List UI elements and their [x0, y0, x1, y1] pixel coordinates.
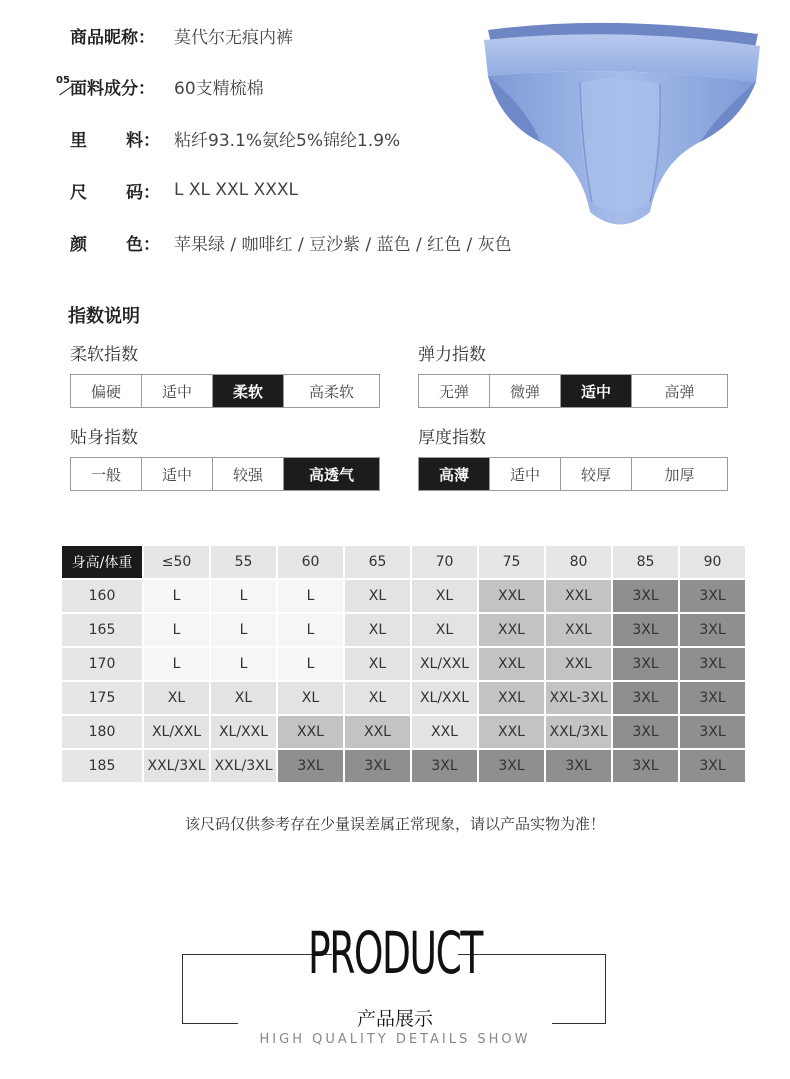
- size-cell: 3XL: [679, 681, 746, 715]
- size-cell: XXL: [478, 579, 545, 613]
- size-cell: L: [277, 613, 344, 647]
- size-cell: XXL/3XL: [210, 749, 277, 783]
- banner-tagline: HIGH QUALITY DETAILS SHOW: [259, 1032, 531, 1047]
- weight-header: 70: [411, 545, 478, 579]
- info-label: 商品昵称：: [70, 27, 155, 48]
- weight-header: 85: [612, 545, 679, 579]
- index-bar: [70, 457, 380, 491]
- info-row-name: [70, 23, 293, 47]
- info-label: 面料成分：: [70, 78, 155, 99]
- index-option-active: 适中: [561, 375, 632, 407]
- index-option: 较强: [213, 458, 284, 490]
- size-cell: XL: [143, 681, 210, 715]
- table-header-row: [61, 545, 746, 579]
- size-cell: 3XL: [478, 749, 545, 783]
- size-cell: XXL: [545, 647, 612, 681]
- info-row-size: [70, 178, 298, 202]
- table-row: [61, 681, 746, 715]
- size-cell: XXL: [277, 715, 344, 749]
- banner-title: PRODUCT: [308, 919, 482, 987]
- size-cell: XL/XXL: [210, 715, 277, 749]
- index-option: 高弹: [632, 375, 727, 407]
- index-title: 弹力指数: [418, 345, 486, 365]
- info-value: 苹果绿 / 咖啡红 / 豆沙紫 / 蓝色 / 红色 / 灰色: [174, 234, 512, 255]
- banner-subtitle: 产品展示: [356, 1008, 433, 1030]
- size-cell: L: [277, 647, 344, 681]
- info-row-color: [70, 230, 512, 254]
- index-option: 高柔软: [284, 375, 379, 407]
- weight-header: 80: [545, 545, 612, 579]
- size-cell: 3XL: [612, 681, 679, 715]
- size-cell: XXL/3XL: [143, 749, 210, 783]
- index-option: 无弹: [419, 375, 490, 407]
- height-cell: 175: [61, 681, 143, 715]
- info-row-fabric: [70, 74, 264, 98]
- size-cell: XXL/3XL: [545, 715, 612, 749]
- size-cell: XXL: [545, 579, 612, 613]
- index-option: 一般: [71, 458, 142, 490]
- size-cell: L: [210, 613, 277, 647]
- size-cell: XXL: [478, 613, 545, 647]
- size-cell: L: [277, 579, 344, 613]
- size-cell: XL: [277, 681, 344, 715]
- size-cell: 3XL: [612, 749, 679, 783]
- info-label: 颜 色：: [70, 234, 160, 255]
- size-cell: XL: [210, 681, 277, 715]
- size-cell: XL/XXL: [411, 647, 478, 681]
- weight-header: ≤50: [143, 545, 210, 579]
- height-cell: 160: [61, 579, 143, 613]
- height-cell: 185: [61, 749, 143, 783]
- index-bar: [418, 457, 728, 491]
- index-bar: [70, 374, 380, 408]
- size-cell: XL: [344, 613, 411, 647]
- size-cell: 3XL: [344, 749, 411, 783]
- index-softness: [70, 344, 380, 408]
- size-cell: L: [210, 579, 277, 613]
- index-option: 适中: [142, 375, 213, 407]
- index-option-active: 柔软: [213, 375, 284, 407]
- size-cell: XL: [344, 681, 411, 715]
- size-cell: 3XL: [679, 613, 746, 647]
- table-row: [61, 749, 746, 783]
- table-corner: 身高/体重: [61, 545, 143, 579]
- index-option-active: 高透气: [284, 458, 379, 490]
- weight-header: 60: [277, 545, 344, 579]
- info-value: 粘纤93.1%氨纶5%锦纶1.9%: [174, 130, 401, 151]
- corner-mark: 05: [56, 75, 70, 86]
- size-cell: 3XL: [679, 749, 746, 783]
- size-cell: XL: [344, 647, 411, 681]
- size-cell: XL: [344, 579, 411, 613]
- index-option: 微弹: [490, 375, 561, 407]
- index-elasticity: [418, 344, 728, 408]
- info-value: L XL XXL XXXL: [174, 180, 298, 200]
- underwear-product-image: [470, 12, 770, 237]
- index-option: 偏硬: [71, 375, 142, 407]
- weight-header: 65: [344, 545, 411, 579]
- size-cell: XXL: [545, 613, 612, 647]
- table-row: [61, 715, 746, 749]
- size-cell: 3XL: [612, 647, 679, 681]
- size-cell: XL/XXL: [143, 715, 210, 749]
- table-row: [61, 579, 746, 613]
- size-cell: 3XL: [612, 579, 679, 613]
- size-cell: 3XL: [277, 749, 344, 783]
- index-bar: [418, 374, 728, 408]
- index-option-active: 高薄: [419, 458, 490, 490]
- size-cell: XXL: [478, 715, 545, 749]
- height-cell: 170: [61, 647, 143, 681]
- size-cell: 3XL: [679, 647, 746, 681]
- size-cell: XL: [411, 579, 478, 613]
- size-cell: 3XL: [612, 613, 679, 647]
- size-cell: 3XL: [411, 749, 478, 783]
- size-cell: XXL: [478, 647, 545, 681]
- height-cell: 180: [61, 715, 143, 749]
- size-cell: XXL-3XL: [545, 681, 612, 715]
- height-cell: 165: [61, 613, 143, 647]
- index-title: 贴身指数: [70, 428, 138, 448]
- size-cell: L: [143, 647, 210, 681]
- size-cell: L: [210, 647, 277, 681]
- size-cell: L: [143, 579, 210, 613]
- index-option: 适中: [142, 458, 213, 490]
- size-cell: 3XL: [679, 715, 746, 749]
- info-value: 莫代尔无痕内裤: [174, 27, 293, 48]
- info-label: 里 料：: [70, 130, 160, 151]
- index-title: 厚度指数: [418, 428, 486, 448]
- index-fit: [70, 427, 380, 491]
- section-title: 指数说明: [68, 306, 140, 327]
- size-cell: 3XL: [612, 715, 679, 749]
- size-cell: XL: [411, 613, 478, 647]
- size-cell: L: [143, 613, 210, 647]
- weight-header: 90: [679, 545, 746, 579]
- index-thickness: [418, 427, 728, 491]
- size-table: [60, 544, 747, 784]
- size-cell: XXL: [478, 681, 545, 715]
- table-row: [61, 647, 746, 681]
- index-option: 加厚: [632, 458, 727, 490]
- index-option: 较厚: [561, 458, 632, 490]
- size-note: 该尺码仅供参考存在少量误差属正常现象，请以产品实物为准！: [184, 815, 605, 833]
- index-title: 柔软指数: [70, 345, 138, 365]
- info-row-lining: [70, 126, 400, 150]
- size-cell: XXL: [344, 715, 411, 749]
- size-cell: XL/XXL: [411, 681, 478, 715]
- info-label: 尺 码：: [70, 182, 160, 203]
- info-value: 60支精梳棉: [174, 78, 264, 99]
- size-cell: XXL: [411, 715, 478, 749]
- weight-header: 55: [210, 545, 277, 579]
- weight-header: 75: [478, 545, 545, 579]
- size-cell: 3XL: [679, 579, 746, 613]
- size-cell: 3XL: [545, 749, 612, 783]
- table-row: [61, 613, 746, 647]
- index-option: 适中: [490, 458, 561, 490]
